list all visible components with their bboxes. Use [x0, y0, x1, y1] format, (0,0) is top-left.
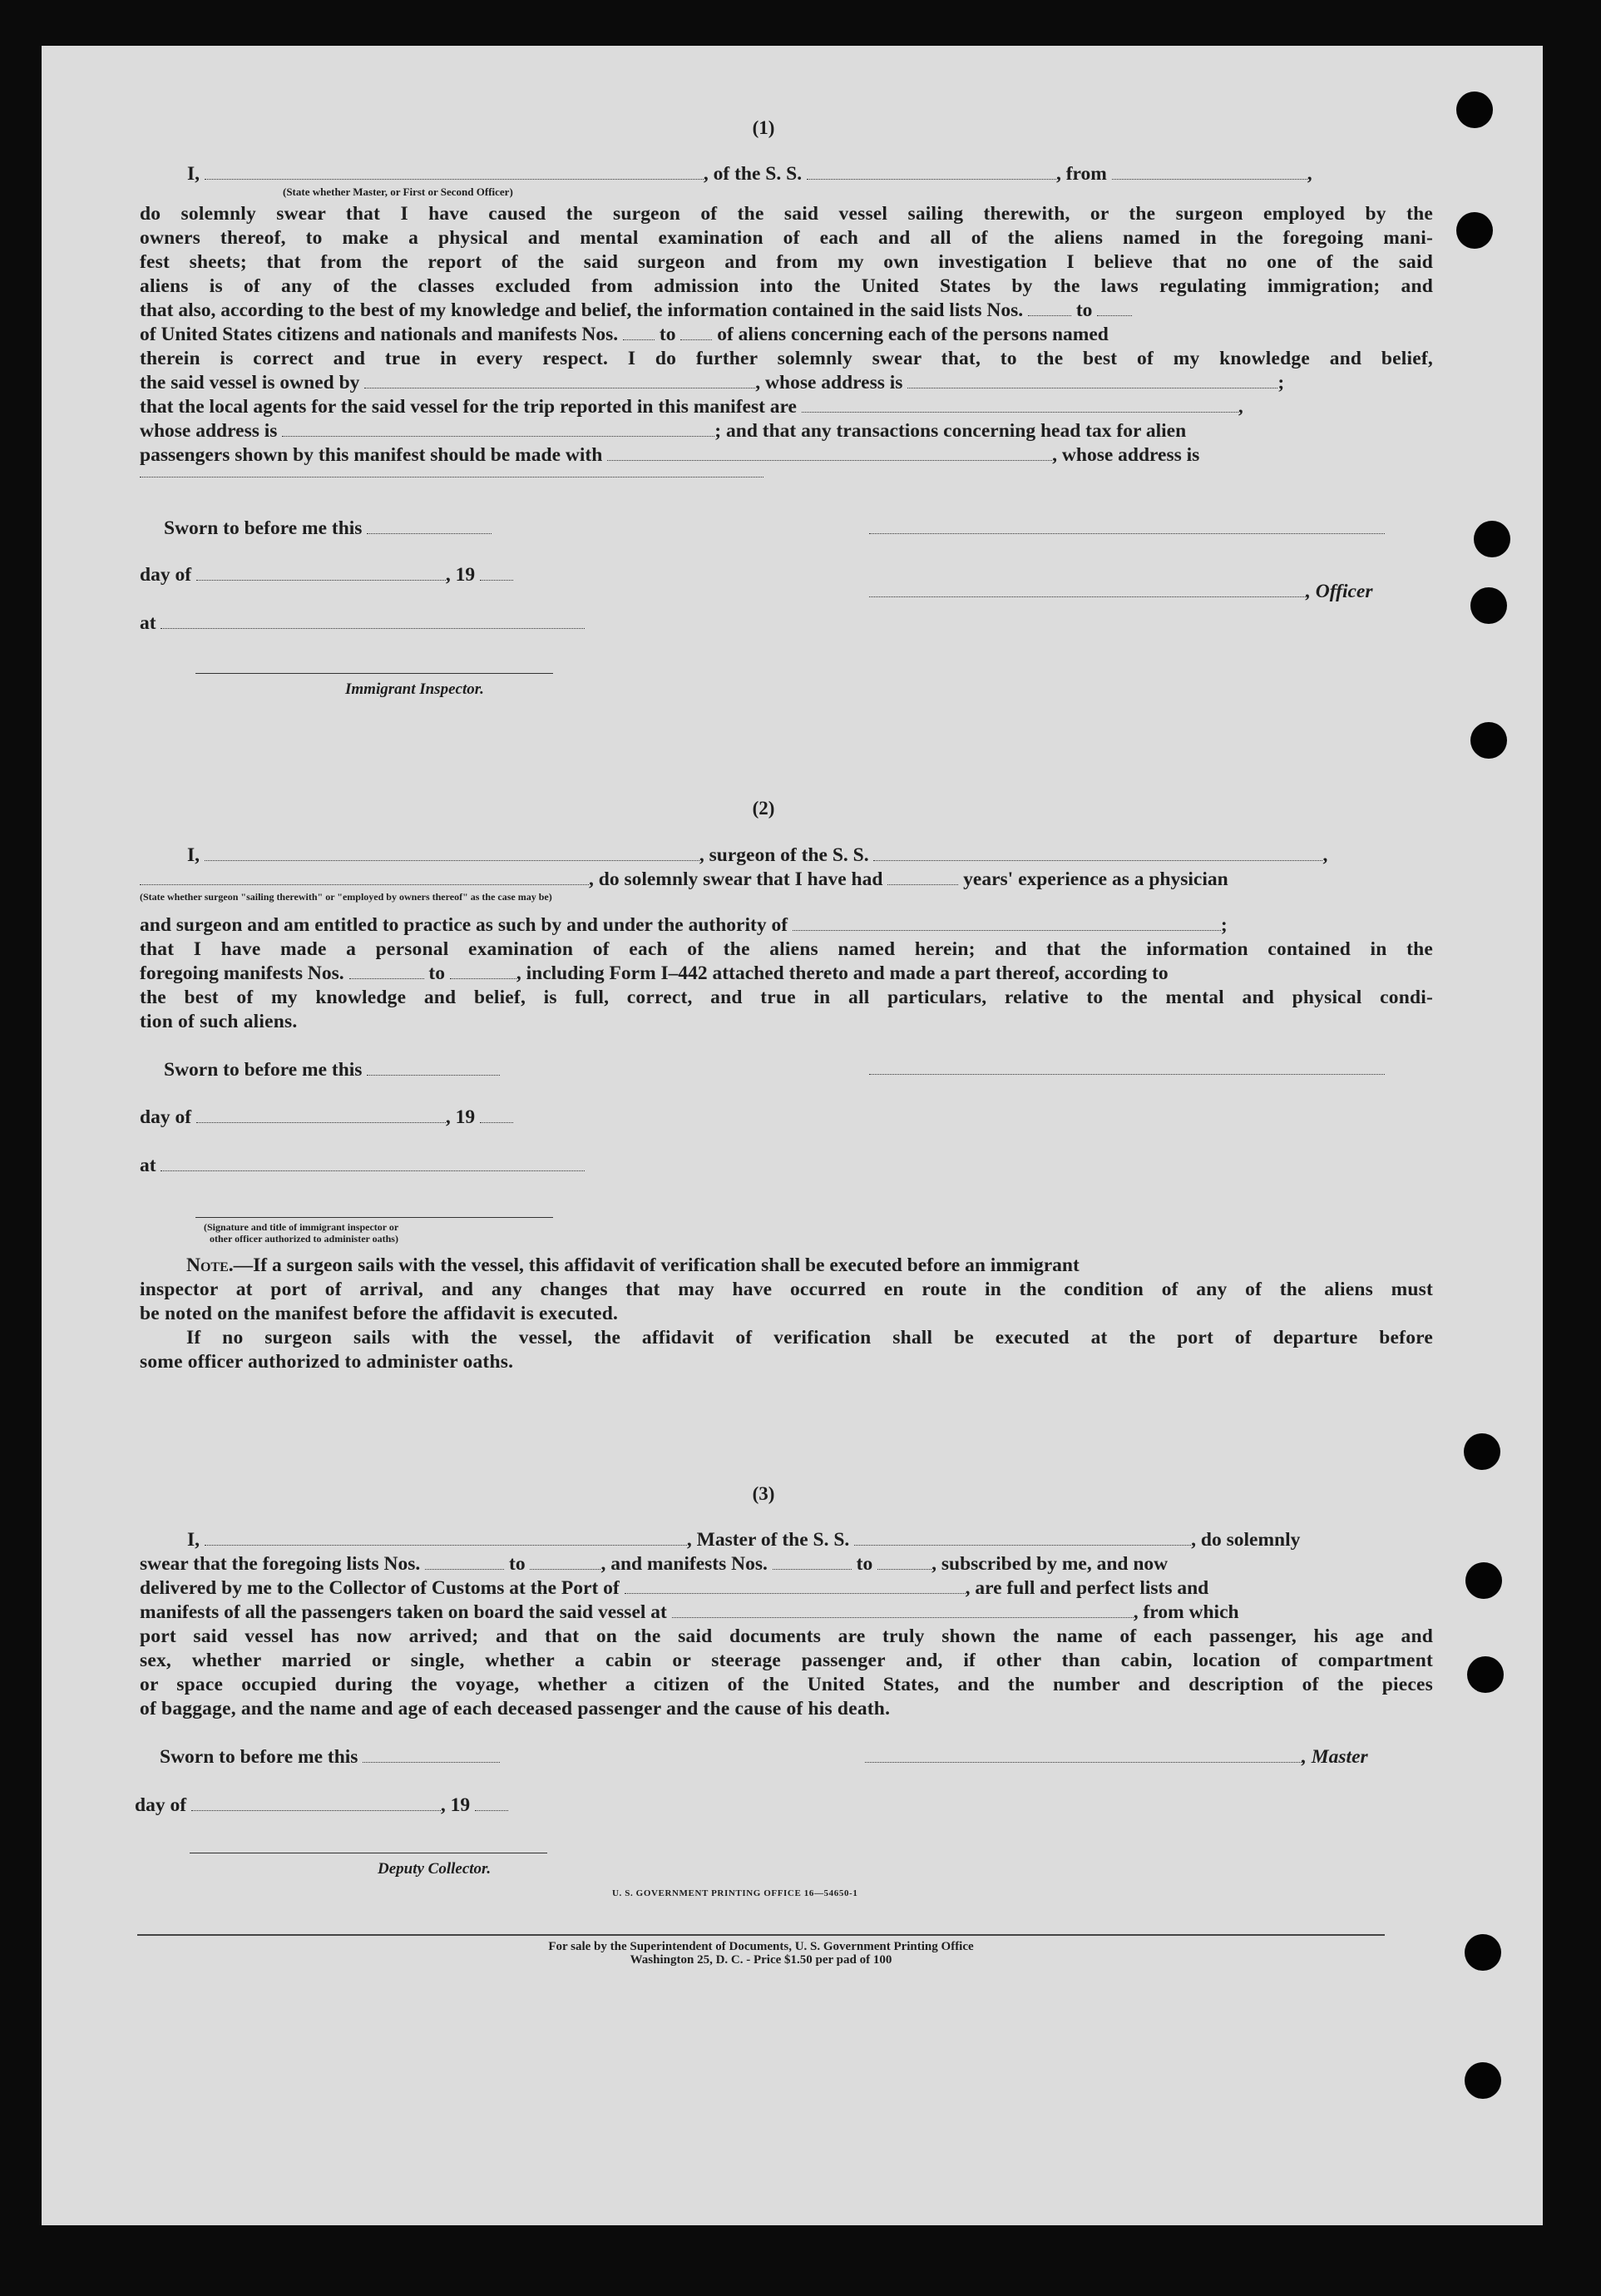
s1-of-ss-label: , of the S. S. — [703, 163, 803, 185]
s1-from-field[interactable] — [1112, 167, 1307, 180]
s1-month-field[interactable] — [196, 568, 446, 581]
s2-status-caption: (State whether surgeon "sailing therewith" or "employed by owners thereof" as the case may be) — [140, 891, 552, 903]
gpo-imprint: U. S. GOVERNMENT PRINTING OFFICE 16—54650-1 — [612, 1888, 858, 1898]
s2-at-label: at — [140, 1155, 156, 1176]
s2-note-line: If no surgeon sails with the vessel, the affidavit of verification shall be executed at the port of departure before — [186, 1327, 1433, 1348]
s3-para-line: or space occupied during the voyage, whether a citizen of the United States, and the number and description of the pieces — [140, 1674, 1433, 1695]
s2-semicolon: ; — [1220, 914, 1228, 936]
binder-hole-icon — [1464, 1433, 1500, 1470]
form-page — [42, 46, 1543, 2225]
s3-lists-to-field[interactable] — [530, 1557, 600, 1570]
s1-agents-label: that the local agents for the said vessel for the trip reported in this manifest are — [140, 396, 797, 418]
s1-headtax-line — [140, 443, 1199, 467]
s3-collector-caption: Deputy Collector. — [378, 1860, 492, 1878]
s3-subscribed-text: , subscribed by me, and now — [931, 1553, 1169, 1575]
s3-dayof-line — [135, 1794, 508, 1817]
binder-hole-icon — [1465, 1562, 1502, 1599]
s1-manifests-text: of United States citizens and nationals and manifests Nos. — [140, 324, 619, 345]
s2-place-field[interactable] — [161, 1159, 585, 1171]
s1-dayof-line — [140, 563, 513, 586]
s1-address-label: , whose address is — [1052, 444, 1200, 466]
binder-hole-icon — [1456, 212, 1493, 249]
s3-year-field[interactable] — [475, 1799, 508, 1811]
s2-experience-text: years' experience as a physician — [963, 868, 1228, 890]
s1-officer-label: , Officer — [1306, 581, 1373, 602]
s1-owner-address-field[interactable] — [907, 376, 1277, 388]
s3-manifests-label: , and manifests Nos. — [600, 1553, 768, 1575]
s1-manifests-line — [140, 323, 1109, 346]
s1-officer-caption: (State whether Master, or First or Second Officer) — [283, 186, 513, 198]
s1-manifests-to-field[interactable] — [680, 328, 712, 340]
s1-lists-to-field[interactable] — [1097, 304, 1132, 316]
s3-port-line — [140, 1576, 1208, 1600]
s1-sworn-label: Sworn to before me this — [164, 517, 363, 539]
s1-vessel-field[interactable] — [807, 167, 1056, 180]
s2-sig-caption-1: (Signature and title of immigrant inspector or — [204, 1221, 399, 1233]
sale-notice-line-2: Washington 25, D. C. - Price $1.50 per pad of 100 — [630, 1953, 892, 1967]
s2-vessel-field[interactable] — [873, 849, 1322, 861]
s2-at-line — [140, 1154, 585, 1177]
s1-owned-by-label: the said vessel is owned by — [140, 372, 360, 393]
section-1-number: (1) — [752, 117, 775, 138]
binder-hole-icon — [1465, 1934, 1501, 1971]
s2-manifests-from-field[interactable] — [349, 967, 424, 979]
s2-line1 — [187, 844, 1327, 867]
s3-vessel-field[interactable] — [854, 1533, 1191, 1546]
s3-manifests-to-field[interactable] — [877, 1557, 931, 1570]
s1-officer-signature-field[interactable] — [869, 585, 1306, 597]
s1-from-label: , from — [1055, 163, 1107, 185]
s2-manifests-to-field[interactable] — [450, 967, 516, 979]
s1-inspector-signature-line[interactable] — [195, 673, 553, 674]
binder-hole-icon — [1474, 521, 1510, 557]
s1-headtax-party-field[interactable] — [607, 448, 1052, 461]
s2-i-label: I, — [187, 844, 200, 866]
sale-notice-line-1: For sale by the Superintendent of Documents, U. S. Government Printing Office — [548, 1940, 974, 1953]
s3-full-lists-text: , are full and perfect lists and — [965, 1577, 1209, 1599]
s1-officer-signature-line[interactable] — [869, 533, 1385, 534]
s2-note-line: inspector at port of arrival, and any changes that may have occurred en route in the condition of any of the aliens must — [140, 1279, 1433, 1300]
s2-surgeon-of-ss-label: , surgeon of the S. S. — [699, 844, 869, 866]
s1-address-label: , whose address is — [755, 372, 903, 393]
s1-para-line: do solemnly swear that I have caused the surgeon of the said vessel sailing therewith, or the surgeon employed by the — [140, 203, 1433, 225]
s2-sworn-line — [164, 1058, 500, 1081]
s2-month-field[interactable] — [196, 1111, 446, 1123]
s2-years-field[interactable] — [887, 873, 958, 885]
s1-owner-line — [140, 371, 1284, 394]
s2-dayof-label: day of — [140, 1106, 192, 1128]
s2-authority-field[interactable] — [793, 918, 1221, 931]
s3-board-label: manifests of all the passengers taken on board the said vessel at — [140, 1601, 667, 1623]
s3-i-label: I, — [187, 1529, 200, 1551]
s1-manifests-from-field[interactable] — [623, 328, 655, 340]
s2-authority-text: and surgeon and am entitled to practice as such by and under the authority of — [140, 914, 788, 936]
s2-comma: , — [1322, 844, 1328, 866]
s2-note-label: Note. — [186, 1254, 234, 1276]
s3-lists-label: swear that the foregoing lists Nos. — [140, 1553, 421, 1575]
s1-lists-line — [140, 299, 1132, 322]
s2-para-line: that I have made a personal examination of each of the aliens named herein; and that the information contained in the — [140, 938, 1433, 960]
s1-to-label: to — [659, 324, 676, 345]
s1-para-line: therein is correct and true in every respect. I do further solemnly swear that, to the best of my knowledge and belief, — [140, 348, 1433, 369]
s3-sworn-line — [160, 1745, 500, 1769]
s2-dayof-line — [140, 1106, 513, 1129]
s2-note-text: —If a surgeon sails with the vessel, this affidavit of verification shall be executed before an immigrant — [233, 1254, 1080, 1276]
s3-line1 — [187, 1528, 1300, 1551]
s1-at-line — [140, 611, 585, 635]
s3-departure-port-field[interactable] — [672, 1606, 1134, 1618]
s2-note-line-1 — [186, 1254, 1433, 1277]
s2-surgeon-signature-line[interactable] — [869, 1074, 1385, 1075]
s1-semicolon: ; — [1277, 372, 1285, 393]
s2-para-line: tion of such aliens. — [140, 1011, 298, 1032]
s2-swear-text: , do solemnly swear that I have had — [589, 868, 883, 890]
s3-from-which-text: , from which — [1133, 1601, 1239, 1623]
s1-para-line: aliens is of any of the classes excluded from admission into the United States by the laws regulating immigration; and — [140, 275, 1433, 297]
s3-sworn-day-field[interactable] — [363, 1750, 500, 1763]
binder-hole-icon — [1465, 2062, 1501, 2099]
s1-year-field[interactable] — [480, 568, 513, 581]
s2-inspector-signature-line[interactable] — [195, 1217, 553, 1218]
s1-address-label: whose address is — [140, 420, 278, 442]
section-2-number: (2) — [752, 798, 775, 819]
s3-master-signature-field[interactable] — [865, 1750, 1302, 1763]
s1-sworn-line — [164, 517, 492, 540]
s1-passengers-text: passengers shown by this manifest should be made with — [140, 444, 603, 466]
s1-comma: , — [1238, 396, 1243, 418]
s2-para-line: the best of my knowledge and belief, is full, correct, and true in all particulars, relative to the mental and physical condi- — [140, 987, 1433, 1008]
s3-dayof-label: day of — [135, 1794, 187, 1816]
s1-agents-line — [140, 395, 1243, 418]
binder-hole-icon — [1470, 587, 1507, 624]
s1-dayof-label: day of — [140, 564, 192, 586]
s1-sworn-day-field[interactable] — [367, 522, 492, 534]
s3-to-label: to — [509, 1553, 526, 1575]
s1-aliens-text: of aliens concerning each of the persons named — [717, 324, 1109, 345]
s2-sig-caption-2: other officer authorized to administer oaths) — [210, 1233, 398, 1244]
s3-lists-line — [140, 1552, 1168, 1576]
s1-address-continuation-line[interactable] — [140, 477, 763, 478]
s1-para-line: owners thereof, to make a physical and mental examination of each and all of the aliens named in the foregoing mani- — [140, 227, 1433, 249]
section-3-number: (3) — [752, 1483, 775, 1504]
s1-place-field[interactable] — [161, 616, 585, 629]
s1-to-label: to — [1075, 299, 1093, 321]
s1-officer-line — [869, 580, 1372, 603]
s2-sworn-day-field[interactable] — [367, 1063, 500, 1076]
s2-surgeon-status-field[interactable] — [140, 873, 589, 885]
s3-master-name-field[interactable] — [205, 1533, 687, 1546]
s1-i-label: I, — [187, 163, 200, 185]
s1-year-prefix: , 19 — [445, 564, 476, 586]
s2-sworn-label: Sworn to before me this — [164, 1059, 363, 1081]
s1-lists-from-field[interactable] — [1028, 304, 1071, 316]
s2-to-label: to — [428, 962, 445, 984]
s2-note-line: some officer authorized to administer oaths. — [140, 1351, 514, 1373]
s1-inspector-caption: Immigrant Inspector. — [345, 680, 484, 698]
s1-para-line: fest sheets; that from the report of the said surgeon and from my own investigation I believe that no one of the said — [140, 251, 1433, 273]
s1-comma: , — [1307, 163, 1312, 185]
s3-master-of-ss-label: , Master of the S. S. — [686, 1529, 850, 1551]
s3-para-line: port said vessel has now arrived; and that on the said documents are truly shown the name of each passenger, his age and — [140, 1626, 1433, 1647]
s3-sworn-label: Sworn to before me this — [160, 1746, 358, 1768]
s3-manifests-from-field[interactable] — [773, 1557, 852, 1570]
s3-master-sign-line — [865, 1745, 1368, 1769]
s1-at-label: at — [140, 612, 156, 634]
binder-hole-icon — [1456, 92, 1493, 128]
s2-note-line: be noted on the manifest before the affidavit is executed. — [140, 1303, 619, 1324]
s3-board-line — [140, 1601, 1239, 1624]
s1-lists-text: that also, according to the best of my knowledge and belief, the information contained in the said lists Nos. — [140, 299, 1024, 321]
s1-agents-address-field[interactable] — [282, 424, 714, 437]
s3-year-prefix: , 19 — [440, 1794, 471, 1816]
s1-agents-address-line — [140, 419, 1186, 443]
s2-year-field[interactable] — [480, 1111, 513, 1123]
binder-hole-icon — [1470, 722, 1507, 759]
s3-para-line: of baggage, and the name and age of each deceased passenger and the cause of his death. — [140, 1698, 891, 1720]
s1-head-tax-text: ; and that any transactions concerning head tax for alien — [714, 420, 1187, 442]
s1-owner-field[interactable] — [364, 376, 755, 388]
s3-port-field[interactable] — [625, 1581, 966, 1594]
s2-line2 — [140, 868, 1228, 891]
s3-to-label: to — [856, 1553, 873, 1575]
s3-lists-from-field[interactable] — [425, 1557, 504, 1570]
s3-port-label: delivered by me to the Collector of Customs at the Port of — [140, 1577, 620, 1599]
s1-officer-name-field[interactable] — [205, 167, 704, 180]
s3-month-field[interactable] — [191, 1799, 441, 1811]
s2-manifests-line — [140, 962, 1169, 985]
s2-authority-line — [140, 913, 1228, 937]
s1-agents-field[interactable] — [802, 400, 1238, 413]
s3-para-line: sex, whether married or single, whether a cabin or steerage passenger and, if other than cabin, location of compartment — [140, 1650, 1433, 1671]
s2-manifests-label: foregoing manifests Nos. — [140, 962, 344, 984]
s3-solemnly-text: , do solemnly — [1191, 1529, 1301, 1551]
s3-master-label: , Master — [1302, 1746, 1368, 1768]
s2-form-text: , including Form I–442 attached thereto and made a part thereof, according to — [516, 962, 1169, 984]
binder-hole-icon — [1467, 1656, 1504, 1693]
s2-year-prefix: , 19 — [445, 1106, 476, 1128]
s1-line1 — [187, 162, 1312, 186]
footer-rule — [137, 1934, 1385, 1936]
s2-surgeon-name-field[interactable] — [205, 849, 699, 861]
